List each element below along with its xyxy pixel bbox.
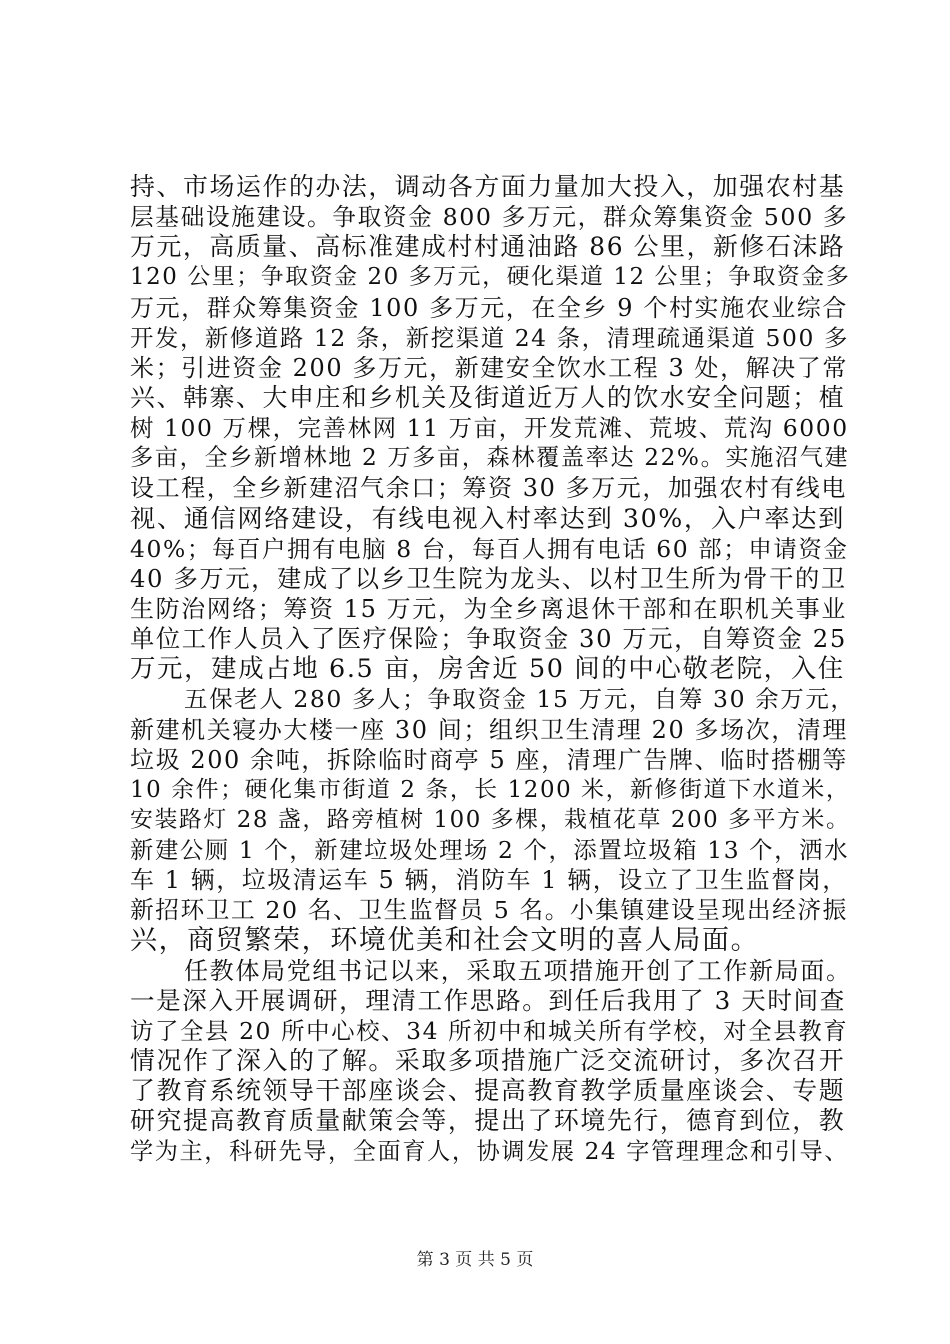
text-line: 万元，建成占地 6.5 亩，房舍近 50 间的中心敬老院，入住 (130, 654, 845, 685)
text-line: 视、通信网络建设，有线电视入村率达到 30%，入户率达到 (130, 503, 845, 533)
text-line: 新招环卫工 20 名、卫生监督员 5 名。小集镇建设呈现出经济振 (130, 896, 848, 925)
body-text (130, 172, 856, 1167)
paragraph-start-line: 任教体局党组书记以来，采取五项措施开创了工作新局面。 (184, 956, 852, 985)
page-number-label: 第 3 页 共 5 页 (416, 1250, 534, 1270)
text-line: 兴，商贸繁荣，环境优美和社会文明的喜人局面。 (130, 924, 760, 956)
text-line: 米；引进资金 200 多万元，新建安全饮水工程 3 处，解决了常 (130, 353, 848, 382)
text-line: 万元，高质量、高标准建成村村通油路 86 公里，新修石沫路 (130, 232, 846, 262)
text-line: 新建公厕 1 个，新建垃圾处理场 2 个，添置垃圾箱 13 个，洒水 (130, 836, 850, 865)
text-line: 车 1 辆，垃圾清运车 5 辆，消防车 1 辆，设立了卫生监督岗， (130, 866, 848, 895)
text-line: 40 多万元，建成了以乡卫生院为龙头、以村卫生所为骨干的卫 (130, 563, 847, 593)
text-line: 一是深入开展调研，理清工作思路。到任后我用了 3 天时间查 (130, 985, 846, 1015)
text-line: 情况作了深入的了解。采取多项措施广泛交流研讨，多次召开 (130, 1046, 846, 1076)
page-footer (0, 1245, 950, 1270)
text-line: 持、市场运作的办法，调动各方面力量加大投入，加强农村基 (130, 172, 846, 201)
text-line: 安装路灯 28 盏，路旁植树 100 多棵，栽植花草 200 多平方米。 (130, 806, 851, 833)
text-line: 新建机关寝办大楼一座 30 间；组织卫生清理 20 多场次，清理 (130, 715, 848, 744)
text-line: 访了全县 20 所中心校、34 所初中和城关所有学校，对全县教育 (130, 1016, 849, 1045)
text-line: 万元，群众筹集资金 100 多万元，在全乡 9 个村实施农业综合 (130, 293, 848, 322)
text-line: 单位工作人员入了医疗保险；争取资金 30 万元，自筹资金 25 (130, 624, 847, 654)
text-line: 设工程，全乡新建沼气余口；筹资 30 多万元，加强农村有线电 (130, 474, 847, 503)
text-line: 多亩，全乡新增林地 2 万多亩，森林覆盖率达 22%。实施沼气建 (130, 444, 850, 472)
text-line: 学为主，科研先导，全面育人，协调发展 24 字管理理念和引导、 (130, 1138, 850, 1165)
text-line: 40%；每百户拥有电脑 8 台，每百人拥有电话 60 部；申请资金 (130, 534, 849, 563)
text-line: 兴、韩寨、大申庄和乡机关及街道近万人的饮水安全问题；植 (130, 382, 846, 412)
text-line: 开发，新修道路 12 条，新挖渠道 24 条，清理疏通渠道 500 多 (130, 323, 849, 352)
text-line: 层基础设施建设。争取资金 800 多万元，群众筹集资金 500 多 (130, 203, 849, 232)
text-line: 10 余件；硬化集市街道 2 条，长 1200 米，新修街道下水道米， (130, 776, 851, 803)
text-line: 了教育系统领导干部座谈会、提高教育教学质量座谈会、专题 (130, 1076, 846, 1106)
text-line: 120 公里；争取资金 20 多万元，硬化渠道 12 公里；争取资金多 (130, 264, 851, 291)
text-line: 生防治网络；筹资 15 万元，为全乡离退休干部和在职机关事业 (130, 594, 847, 623)
paragraph-start-line: 五保老人 280 多人；争取资金 15 万元，自筹 30 余万元， (184, 685, 856, 714)
text-line: 研究提高教育质量献策会等，提出了环境先行，德育到位，教 (130, 1106, 846, 1136)
text-line: 树 100 万棵，完善林网 11 万亩，开发荒滩、荒坡、荒沟 6000 (130, 414, 849, 443)
text-line: 垃圾 200 余吨，拆除临时商亭 5 座，清理广告牌、临时搭棚等 (130, 745, 848, 774)
